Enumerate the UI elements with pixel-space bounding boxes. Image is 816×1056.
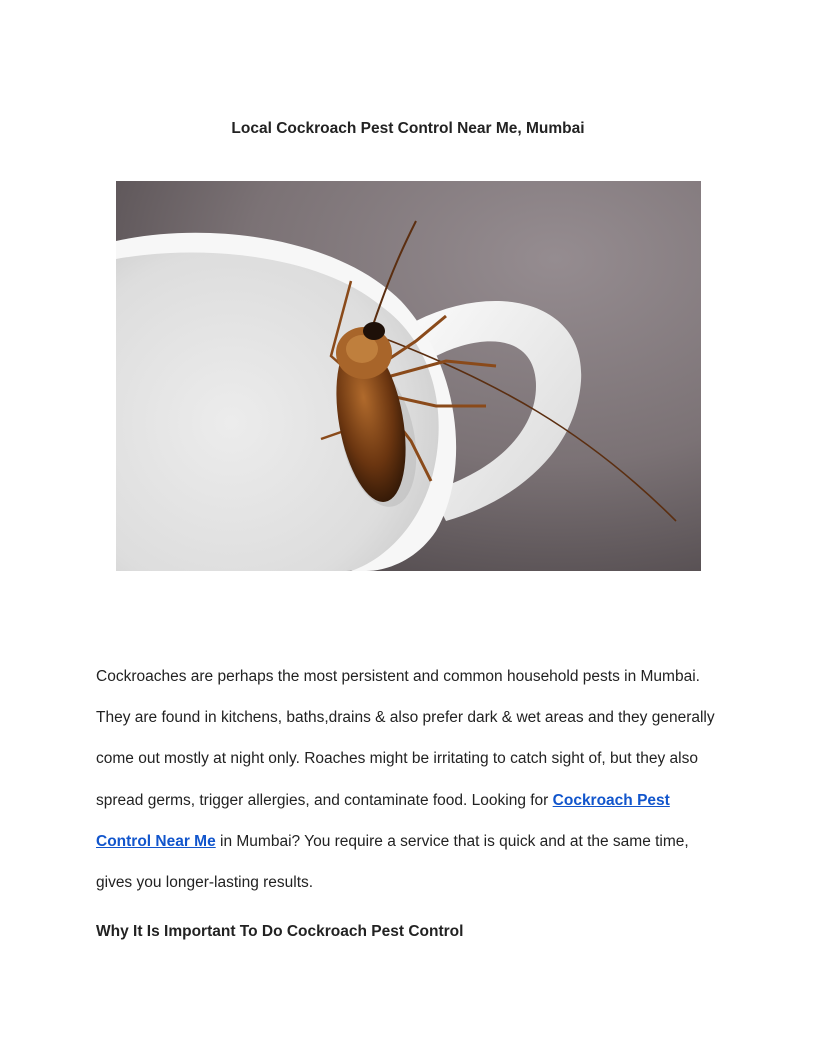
paragraph-intro: Cockroaches are perhaps the most persistent and common household pests in Mumbai. They are found in kitchens, baths,drains & also prefer dark & wet areas and they generally come out mostly at night only. Roaches might be irritating to catch sight of, but they also spread germs, trigger allergies, and contaminate food. Looking for (96, 668, 715, 809)
body-paragraph (96, 656, 728, 903)
section-heading: Why It Is Important To Do Cockroach Pest Control (96, 923, 464, 940)
cockroach-pest-control-link[interactable]: Cockroach Pest Control Near Me (96, 791, 670, 850)
paragraph-outro: in Mumbai? You require a service that is quick and at the same time, gives you longer-lasting results. (96, 832, 689, 892)
cockroach-on-cup-photo (116, 181, 701, 571)
page-title: Local Cockroach Pest Control Near Me, Mumbai (231, 120, 585, 137)
